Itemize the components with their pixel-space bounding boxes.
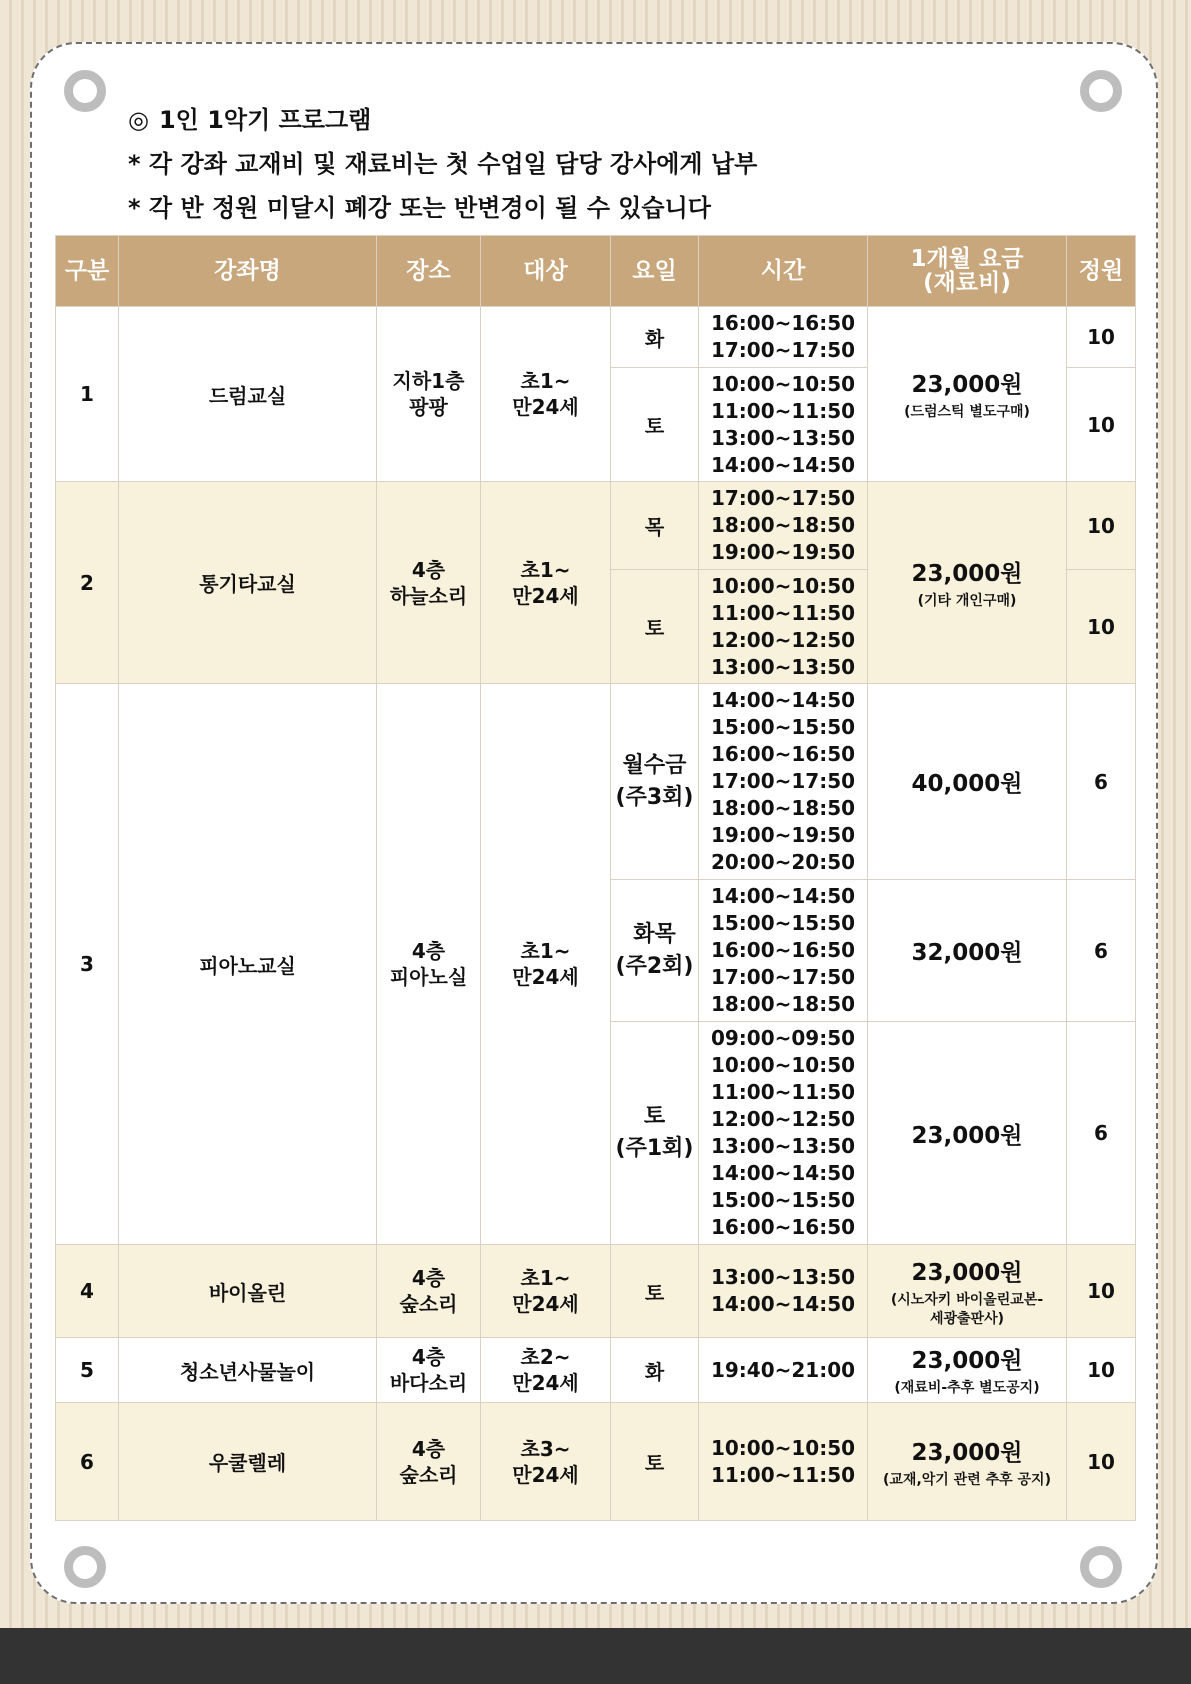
header-name: 강좌명 <box>119 236 377 307</box>
course-times: 14:00~14:50 15:00~15:50 16:00~16:50 17:00~17:50 18:00~18:50 19:00~19:50 20:00~20:50 <box>699 684 868 880</box>
bottom-bar <box>0 1628 1191 1684</box>
course-place: 4층 하늘소리 <box>377 482 481 684</box>
course-fee: 23,000원 (기타 개인구매) <box>868 482 1067 684</box>
header-time: 시간 <box>699 236 868 307</box>
course-day: 화 <box>611 1338 699 1403</box>
table-row <box>56 482 1136 570</box>
notice-class-cancel: * 각 반 정원 미달시 폐강 또는 반변경이 될 수 있습니다 <box>128 194 711 222</box>
course-times: 10:00~10:50 11:00~11:50 12:00~12:50 13:00~13:50 <box>699 570 868 684</box>
course-day: 월수금 (주3회) <box>611 684 699 880</box>
course-capacity: 10 <box>1067 1403 1136 1521</box>
course-fee: 40,000원 <box>868 684 1067 880</box>
course-target: 초3~ 만24세 <box>481 1403 611 1521</box>
course-capacity: 10 <box>1067 1338 1136 1403</box>
course-capacity: 6 <box>1067 880 1136 1022</box>
course-times: 14:00~14:50 15:00~15:50 16:00~16:50 17:00~17:50 18:00~18:50 <box>699 880 868 1022</box>
course-place: 4층 숲소리 <box>377 1403 481 1521</box>
course-day: 목 <box>611 482 699 570</box>
course-no: 3 <box>56 684 119 1245</box>
course-fee: 23,000원 <box>868 1022 1067 1245</box>
course-target: 초1~ 만24세 <box>481 684 611 1245</box>
course-name: 통기타교실 <box>119 482 377 684</box>
course-day: 화목 (주2회) <box>611 880 699 1022</box>
course-no: 2 <box>56 482 119 684</box>
course-day: 토 <box>611 570 699 684</box>
course-fee: 23,000원 (교재,악기 관련 추후 공지) <box>868 1403 1067 1521</box>
course-no: 6 <box>56 1403 119 1521</box>
course-name: 피아노교실 <box>119 684 377 1245</box>
course-target: 초2~ 만24세 <box>481 1338 611 1403</box>
header-place: 장소 <box>377 236 481 307</box>
course-times: 09:00~09:50 10:00~10:50 11:00~11:50 12:00~12:50 13:00~13:50 14:00~14:50 15:00~15:50 16:00~16:50 <box>699 1022 868 1245</box>
course-no: 4 <box>56 1245 119 1338</box>
course-times: 10:00~10:50 11:00~11:50 <box>699 1403 868 1521</box>
course-fee: 23,000원 (드럼스틱 별도구매) <box>868 307 1067 482</box>
pin-top-left <box>64 70 106 112</box>
course-capacity: 10 <box>1067 368 1136 482</box>
header-fee: 1개월 요금 (재료비) <box>868 236 1067 307</box>
header-day: 요일 <box>611 236 699 307</box>
course-target: 초1~ 만24세 <box>481 307 611 482</box>
table-row <box>56 307 1136 368</box>
course-day: 토 (주1회) <box>611 1022 699 1245</box>
course-times: 13:00~13:50 14:00~14:50 <box>699 1245 868 1338</box>
course-target: 초1~ 만24세 <box>481 1245 611 1338</box>
table-row <box>56 1338 1136 1403</box>
table-row <box>56 684 1136 880</box>
table-row <box>56 1403 1136 1521</box>
bullseye-icon: ◎ <box>128 106 149 134</box>
course-no: 5 <box>56 1338 119 1403</box>
course-capacity: 6 <box>1067 1022 1136 1245</box>
program-title: ◎ 1인 1악기 프로그램 <box>128 106 372 134</box>
pin-bottom-left <box>64 1546 106 1588</box>
course-day: 화 <box>611 307 699 368</box>
course-times: 17:00~17:50 18:00~18:50 19:00~19:50 <box>699 482 868 570</box>
course-no: 1 <box>56 307 119 482</box>
course-day: 토 <box>611 1403 699 1521</box>
table-row <box>56 1245 1136 1338</box>
header-capacity: 정원 <box>1067 236 1136 307</box>
course-times: 16:00~16:50 17:00~17:50 <box>699 307 868 368</box>
header-no: 구분 <box>56 236 119 307</box>
course-name: 드럼교실 <box>119 307 377 482</box>
course-capacity: 10 <box>1067 1245 1136 1338</box>
course-capacity: 10 <box>1067 482 1136 570</box>
course-place: 4층 숲소리 <box>377 1245 481 1338</box>
pin-top-right <box>1080 70 1122 112</box>
course-times: 10:00~10:50 11:00~11:50 13:00~13:50 14:00~14:50 <box>699 368 868 482</box>
course-target: 초1~ 만24세 <box>481 482 611 684</box>
pin-bottom-right <box>1080 1546 1122 1588</box>
course-schedule-table <box>55 235 1136 1521</box>
header-target: 대상 <box>481 236 611 307</box>
course-name: 바이올린 <box>119 1245 377 1338</box>
course-fee: 23,000원 (재료비-추후 별도공지) <box>868 1338 1067 1403</box>
course-capacity: 10 <box>1067 570 1136 684</box>
course-place: 4층 바다소리 <box>377 1338 481 1403</box>
course-place: 4층 피아노실 <box>377 684 481 1245</box>
course-place: 지하1층 팡팡 <box>377 307 481 482</box>
course-fee: 32,000원 <box>868 880 1067 1022</box>
course-capacity: 10 <box>1067 307 1136 368</box>
course-fee: 23,000원 (시노자키 바이올린교본- 세광출판사) <box>868 1245 1067 1338</box>
course-capacity: 6 <box>1067 684 1136 880</box>
course-times: 19:40~21:00 <box>699 1338 868 1403</box>
table-header-row <box>56 236 1136 307</box>
course-day: 토 <box>611 368 699 482</box>
notice-fee-payment: * 각 강좌 교재비 및 재료비는 첫 수업일 담당 강사에게 납부 <box>128 150 758 178</box>
course-name: 우쿨렐레 <box>119 1403 377 1521</box>
notice-section <box>128 98 1028 230</box>
course-name: 청소년사물놀이 <box>119 1338 377 1403</box>
course-day: 토 <box>611 1245 699 1338</box>
